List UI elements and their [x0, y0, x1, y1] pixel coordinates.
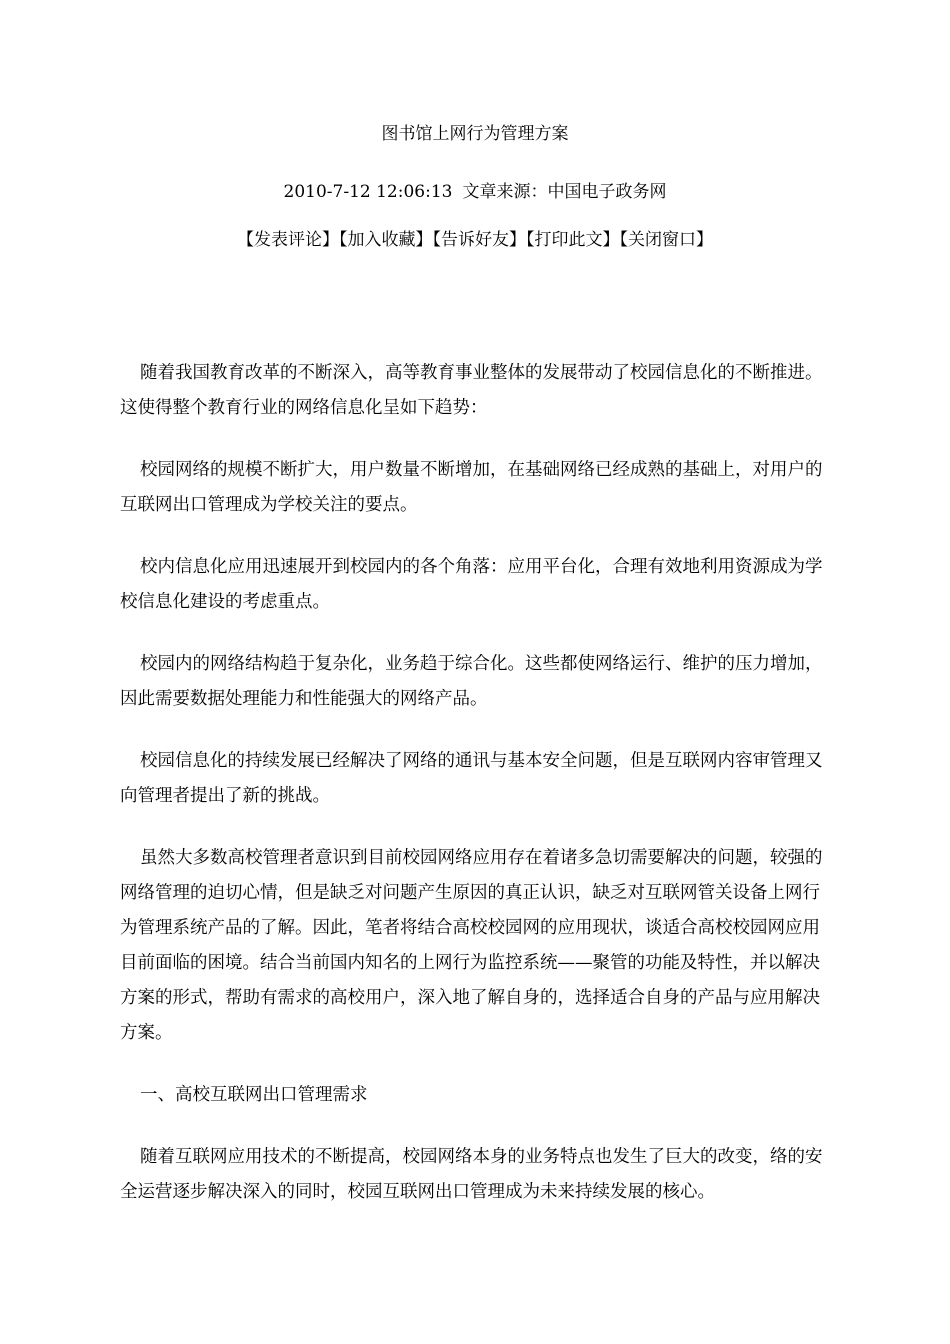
article-title: 图书馆上网行为管理方案	[381, 124, 569, 144]
paragraph-1: 随着我国教育改革的不断深入，高等教育事业整体的发展带动了校园信息化的不断推进。这使得整个教育行业的网络信息化呈如下趋势：	[120, 363, 823, 418]
paragraph-2: 校园网络的规模不断扩大，用户数量不断增加，在基础网络已经成熟的基础上，对用户的互联网出口管理成为学校关注的要点。	[120, 460, 823, 515]
add-favorite-link[interactable]: 【加入收藏】	[339, 230, 433, 250]
paragraph-4: 校园内的网络结构趋于复杂化，业务趋于综合化。这些都使网络运行、维护的压力增加， 因此需要数据处理能力和性能强大的网络产品。	[120, 654, 832, 709]
paragraph-7: 随着互联网应用技术的不断提高，校园网络本身的业务特点也发生了巨大的改变，络的安全运营逐步解决深入的同时，校园互联网出口管理成为未来持续发展的核心。	[120, 1147, 823, 1202]
article-body	[120, 356, 830, 1237]
article-source: 文章来源：中国电子政务网	[462, 182, 667, 202]
tell-friend-link[interactable]: 【告诉好友】	[432, 230, 526, 250]
print-article-link[interactable]: 【打印此文】	[526, 230, 620, 250]
paragraph-3: 校内信息化应用迅速展开到校园内的各个角落：应用平台化，合理有效地利用资源成为学校信息化建设的考虑重点。	[120, 557, 823, 612]
article-datetime: 2010-7-12 12:06:13	[283, 182, 453, 202]
paragraph-5: 校园信息化的持续发展已经解决了网络的通讯与基本安全问题，但是互联网内容审管理又向管理者提出了新的挑战。	[120, 751, 823, 806]
article-actions	[0, 228, 950, 252]
section-heading-1: 一、高校互联网出口管理需求	[140, 1085, 368, 1105]
article-meta	[0, 180, 950, 204]
close-window-link[interactable]: 【关闭窗口】	[619, 230, 713, 250]
paragraph-6: 虽然大多数高校管理者意识到目前校园网络应用存在着诸多急切需要解决的问题，较强的网络管理的迫切心情，但是缺乏对问题产生原因的真正认识，缺乏对互联网管关设备上网行为管理系统产品的了解。因此，笔者将结合高校校园网的应用现状，谈适合高校校园网应用目前面临的困境。结合当前国内知名的上网行为监控系统——聚管的功能及特性，并以解决方案的形式，帮助有需求的高校用户，深入地了解自身的，选择适合自身的产品与应用解决方案。	[120, 848, 823, 1043]
post-comment-link[interactable]: 【发表评论】	[237, 230, 339, 250]
